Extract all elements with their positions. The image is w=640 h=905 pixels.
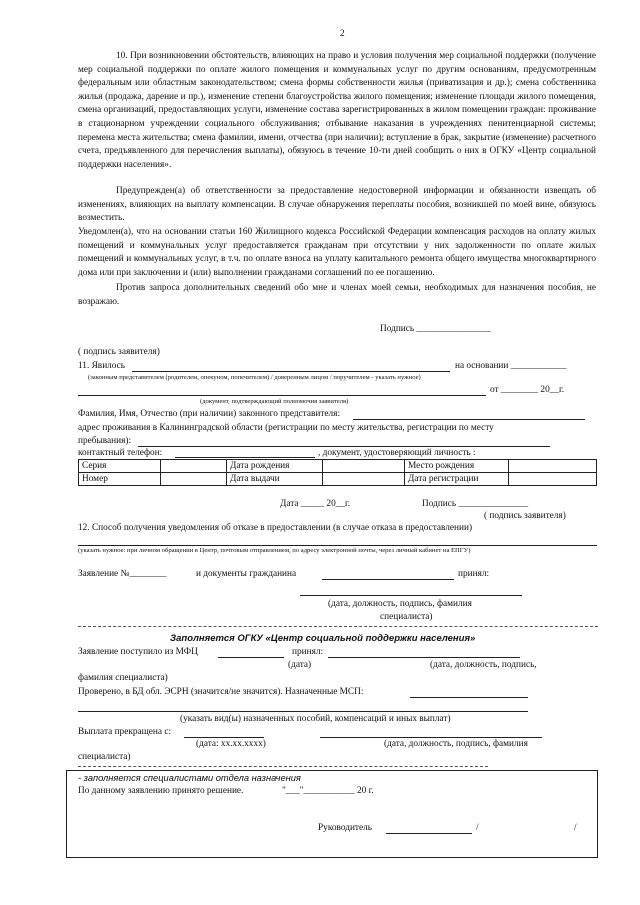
item-11-basis: на основании ____________ (455, 361, 567, 371)
benefits-hint: (указать вид(ы) назначенных пособий, компенсаций и иных выплат) (180, 714, 451, 724)
doc-hint: (документ, подтверждающий полномочия заявителя) (200, 398, 349, 405)
stopped-spec-caption-2: специалиста) (78, 752, 131, 762)
mfc-spec-caption-2: фамилия специалиста) (78, 673, 168, 683)
table-cell[interactable] (161, 460, 227, 473)
checked-label: Проверено, в БД обл. ЭСРН (значится/не значится). Назначенные МСП: (78, 687, 364, 697)
mfc-spec-caption: (дата, должность, подпись, (430, 660, 537, 670)
doc-from-date: от ________ 20__г. (490, 385, 565, 395)
rep-name-label: Фамилия, Имя, Отчество (при наличии) законного представителя: (78, 409, 341, 419)
page-number: 2 (340, 29, 345, 39)
head-label: Руководитель (318, 823, 372, 833)
citizen-name-line (322, 579, 454, 580)
head-slash-2: / (574, 823, 577, 833)
table-row (79, 473, 597, 486)
center-header: Заполняется ОГКУ «Центр социальной поддержки населения» (170, 633, 476, 644)
dept-header: - заполняется специалистами отдела назначения (78, 773, 301, 783)
signature-line-2: Подпись _______________ (422, 499, 529, 509)
table-cell[interactable] (509, 473, 597, 486)
table-cell: Номер (79, 473, 161, 486)
address-label: адрес проживания в Калининградской области (регистрации по месту жительства, регистрации по месту (78, 423, 494, 433)
applicant-signature-caption-2: ( подпись заявителя) (484, 511, 566, 521)
item-11-line (132, 371, 450, 372)
stopped-label: Выплата прекращена с: (78, 727, 172, 737)
stopped-spec-caption: (дата, должность, подпись, фамилия (384, 739, 528, 749)
table-cell[interactable] (509, 460, 597, 473)
accepted-label: принял: (458, 569, 490, 579)
paragraph-notified: Уведомлен(а), что на основании статьи 160 Жилищного кодекса Российской Федерации компенсация расходов на оплату жилых помещений и коммунальных услуг предоставляется гражданам при отсутствии у них задолженности по оплате жилых помещений и коммунальных услуг, в т.ч. по оплате взноса на уплату капитального ремонта общего имущества многоквартирного дома или при заключении и (или) выполнении гражданами соглашений по ее погашению. (78, 227, 596, 278)
statement-number: Заявление №________ (78, 569, 167, 579)
mfc-accepted: принял: (292, 647, 324, 657)
table-row (79, 460, 597, 473)
specialist-caption-1: (дата, должность, подпись, фамилия (328, 599, 472, 609)
item-12-line (78, 545, 597, 546)
paragraph-consent: Против запроса дополнительных сведений обо мне и членах моей семьи, необходимых для назначения пособия, не возражаю. (78, 283, 596, 307)
paragraph-warned: Предупрежден(а) об ответственности за предоставление недостоверной информации и обязанности извещать об изменениях, влияющих на выплату компенсации. В случае обнаружения переплаты пособия, возникшей по моей вине, обязуюсь возместить. (78, 186, 596, 224)
paragraph-10: 10. При возникновении обстоятельств, влияющих на право и условия получения мер социальной поддержки (получение мер социальной поддержки по оплате жилого помещения и коммунальных услуг по другим основаниям, предусмотренным федеральным или областным законодательством; смена формы собственности жилья (приватизация и др.); смена собственника жилья (продажа, дарение и пр.), изменение степени благоустройства жилого помещения; изменение площади жилого помещения, смена организаций, предоставляющих услуги, изменение состава зарегистрированных в жилом помещении граждан: проживание в стационарном учреждении социального обслуживания; отбывание наказания в учреждениях пенитенциарной системы; перемена места жительства; смена фамилии, имени, отчества (при наличии); вступление в брак, закрытие (изменение) расчетного счета, предъявленного для перечисления выплаты), обязуюсь в течение 10-ти дней сообщить о них в ОГКУ «Центр социальной поддержки населения». (78, 51, 596, 170)
decision-label: По данному заявлению принято решение. (78, 786, 244, 796)
table-cell: Серия (79, 460, 161, 473)
separator (78, 626, 598, 627)
benefits-line (78, 711, 528, 712)
id-doc-label: , документ, удостоверяющий личность : (318, 448, 476, 458)
doc-line (78, 395, 486, 396)
table-cell: Место рождения (405, 460, 509, 473)
item-12-label: 12. Способ получения уведомления об отказе в предоставлении (в случае отказа в предоставлении) (78, 523, 473, 533)
table-cell[interactable] (323, 460, 405, 473)
head-slash-1: / (476, 823, 479, 833)
item-12-hint: (указать нужное: при личном обращении в Центр, почтовым отправлением, по адресу электронной почты, через личный кабинет на ЕПГУ) (78, 547, 471, 554)
table-cell: Дата выдачи (227, 473, 323, 486)
table-cell[interactable] (161, 473, 227, 486)
mfc-date-caption: (дата) (288, 660, 312, 670)
decision-date: "___"___________ 20 г. (282, 786, 374, 796)
mfc-label: Заявление поступило из МФЦ (78, 647, 198, 657)
phone-line (175, 457, 315, 458)
rep-name-line (353, 419, 585, 420)
item-11-label: 11. Явилось (78, 361, 126, 371)
phone-label: контактный телефон: (78, 448, 163, 458)
signature-line: Подпись ________________ (380, 324, 491, 334)
applicant-signature-caption: ( подпись заявителя) (78, 347, 160, 357)
separator-2 (78, 766, 488, 767)
table-cell[interactable] (323, 473, 405, 486)
head-signature-line (386, 833, 472, 834)
checked-line (410, 697, 528, 698)
id-document-table (78, 459, 597, 486)
mfc-spec-line (328, 657, 520, 658)
stay-label: пребывания): (78, 436, 132, 446)
table-cell: Дата регистрации (405, 473, 509, 486)
date-format-hint: (дата: хх.хх.хххх) (196, 739, 266, 749)
mfc-line (218, 657, 284, 658)
specialist-caption-2: специалиста) (380, 612, 433, 622)
table-cell: Дата рождения (227, 460, 323, 473)
specialist-line (300, 595, 522, 596)
date-field: Дата _____ 20__г. (280, 499, 351, 509)
citizen-docs-label: и документы гражданина (196, 569, 297, 579)
item-11-hint: (законным представителем (родителем, опекуном, попечителем) / доверенным лицом / поручителем - указать нужное) (88, 374, 421, 381)
